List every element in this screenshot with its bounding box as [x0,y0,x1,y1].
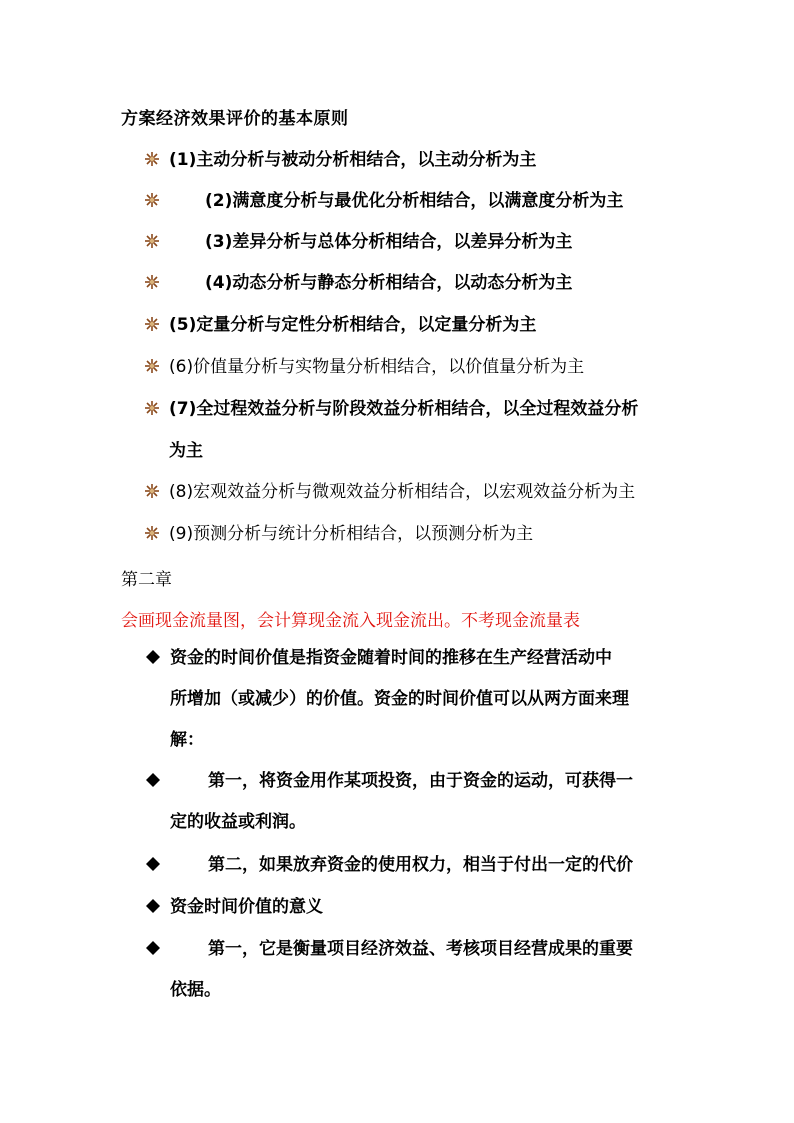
point-item-5 [146,929,686,1011]
chapter-title: 第二章 [121,570,172,590]
principle-text: (1)主动分析与被动分析相结合，以主动分析为主 [169,150,537,170]
principle-item-5 [145,304,690,346]
section-heading: 方案经济效果评价的基本原则 [121,109,349,129]
point-line: 第二，如果放弃资金的使用权力，相当于付出一定的代价 [146,845,686,886]
point-line: 所增加（或减少）的价值。资金的时间价值可以从两方面来理 [170,689,629,709]
point-item-3 [146,845,686,886]
principle-text: (5)定量分析与定性分析相结合，以定量分析为主 [169,315,537,335]
point-line: 资金的时间价值是指资金随着时间的推移在生产经营活动中 [146,638,686,679]
point-item-1 [146,638,686,761]
diamond-icon [146,846,160,860]
starburst-icon [145,152,159,166]
principle-text-continued: 为主 [169,441,203,461]
starburst-icon [145,317,159,331]
starburst-icon [145,234,159,248]
principle-item-9 [145,513,690,555]
principle-item-6 [145,346,690,388]
point-line: 资金时间价值的意义 [146,887,686,928]
principle-item-1 [145,139,690,181]
starburst-icon [145,275,159,289]
point-line: 定的收益或利润。 [170,812,306,832]
diamond-icon [146,762,160,776]
point-item-2 [146,761,686,843]
starburst-icon [145,526,159,540]
starburst-icon [145,401,159,415]
point-line: 第一，将资金用作某项投资，由于资金的运动，可获得一 [146,761,686,802]
point-line: 依据。 [170,980,221,1000]
principle-text: (9)预测分析与统计分析相结合，以预测分析为主 [169,524,534,544]
principle-text: (7)全过程效益分析与阶段效益分析相结合，以全过程效益分析 [169,399,639,419]
point-line: 解： [170,730,204,750]
principle-item-3 [145,221,690,263]
diamond-icon [146,930,160,944]
exam-note: 会画现金流量图，会计算现金流入现金流出。不考现金流量表 [121,611,580,631]
principle-text: (3)差异分析与总体分析相结合，以差异分析为主 [205,232,573,252]
point-item-4 [146,887,686,928]
starburst-icon [145,359,159,373]
principle-text: (6)价值量分析与实物量分析相结合，以价值量分析为主 [169,357,585,377]
diamond-icon [146,888,160,902]
principle-item-4 [145,262,690,304]
starburst-icon [145,193,159,207]
principle-item-2 [145,180,690,222]
principle-item-7 [145,388,690,472]
principle-text: (4)动态分析与静态分析相结合，以动态分析为主 [205,273,573,293]
starburst-icon [145,484,159,498]
principle-text: (8)宏观效益分析与微观效益分析相结合，以宏观效益分析为主 [169,482,636,502]
principle-item-8 [145,471,690,513]
principle-text: (2)满意度分析与最优化分析相结合，以满意度分析为主 [205,191,624,211]
point-line: 第一，它是衡量项目经济效益、考核项目经营成果的重要 [146,929,686,970]
diamond-icon [146,639,160,653]
